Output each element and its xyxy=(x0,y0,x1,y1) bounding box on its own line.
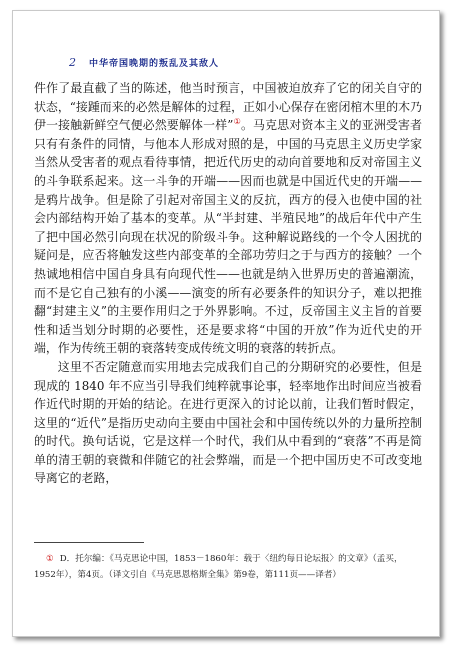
footnote-text: D．托尔编：《马克思论中国，1853－1860年：载于〈纽约每日论坛报〉的文章》（孟买，1952年），第4页。（译文引自《马克思恩格斯全集》第9卷，第111页——译者） xyxy=(34,554,403,580)
running-title: 中华帝国晚期的叛乱及其敌人 xyxy=(89,59,220,69)
footnote-marker: ① xyxy=(46,554,54,564)
book-page xyxy=(12,10,440,637)
footnote xyxy=(34,551,422,583)
body-text xyxy=(34,79,422,488)
footnote-reference[interactable]: ① xyxy=(233,117,241,127)
paragraph-2: 这里不否定随意而实用地去完成我们自己的分期研究的必要性，但是现成的 1840 年不应当引导我们纯粹就事论事，轻率地作出时间应当被看作近代时期的开始的结论。在进行更深入的讨论以前，让我们暂时假定，这里的“近代”是指历史动向主要由中国社会和中国传统以外的力量所控制的时代。换句话说，它是这样一个时代，我们从中看到的“衰落”不再是简单的清王朝的衰微和伴随它的社会弊端，而是一个把中国历史不可改变地导离它的老路， xyxy=(34,359,422,486)
paragraph-1 xyxy=(34,79,422,358)
paragraph-1-tail: 。马克思对资本主义的亚洲受害者只有有条件的同情，与他本人形成对照的是，中国的马克思主义历史学家当然从受害者的观点看待事情，把近代历史的动向首要地和反对帝国主义的斗争联系起来。这一斗争的开端——因而也就是中国近代史的开端——是鸦片战争。但是除了引起对帝国主义的反抗，西方的侵入也使中国的社会内部结构开始了基本的变革。从“半封建、半殖民地”的战后年代中产生了把中国必然引向现在状况的阶级斗争。这种解说路线的一个令人困扰的疑问是，应否将触发这些内部变革的全部功劳归之于与西方的接触？一个热诚地相信中国自身具有向现代性——也就是纳入世界历史的普遍潮流，而不是它自己独有的小溪——演变的所有必要条件的知识分子，难以把推翻“封建主义”的主要作用归之于外界影响。不过，反帝国主义主旨的首要性和适当划分时期的必要性，还是要求将“中国的开放”作为近代史的开端，作为传统王朝的衰落转变成传统文明的衰落的转折点。 xyxy=(34,118,422,356)
footnote-divider xyxy=(34,542,144,543)
paragraph-1-text: 件作了最直截了当的陈述，他当时预言，中国被迫放弃了它的闭关自守的状态，“接踵而来的必然是解体的过程，正如小心保存在密闭棺木里的木乃伊一接触新鲜空气便必然要解体一样” xyxy=(34,81,422,133)
page-header xyxy=(69,54,219,68)
page-number: 2 xyxy=(69,56,76,69)
